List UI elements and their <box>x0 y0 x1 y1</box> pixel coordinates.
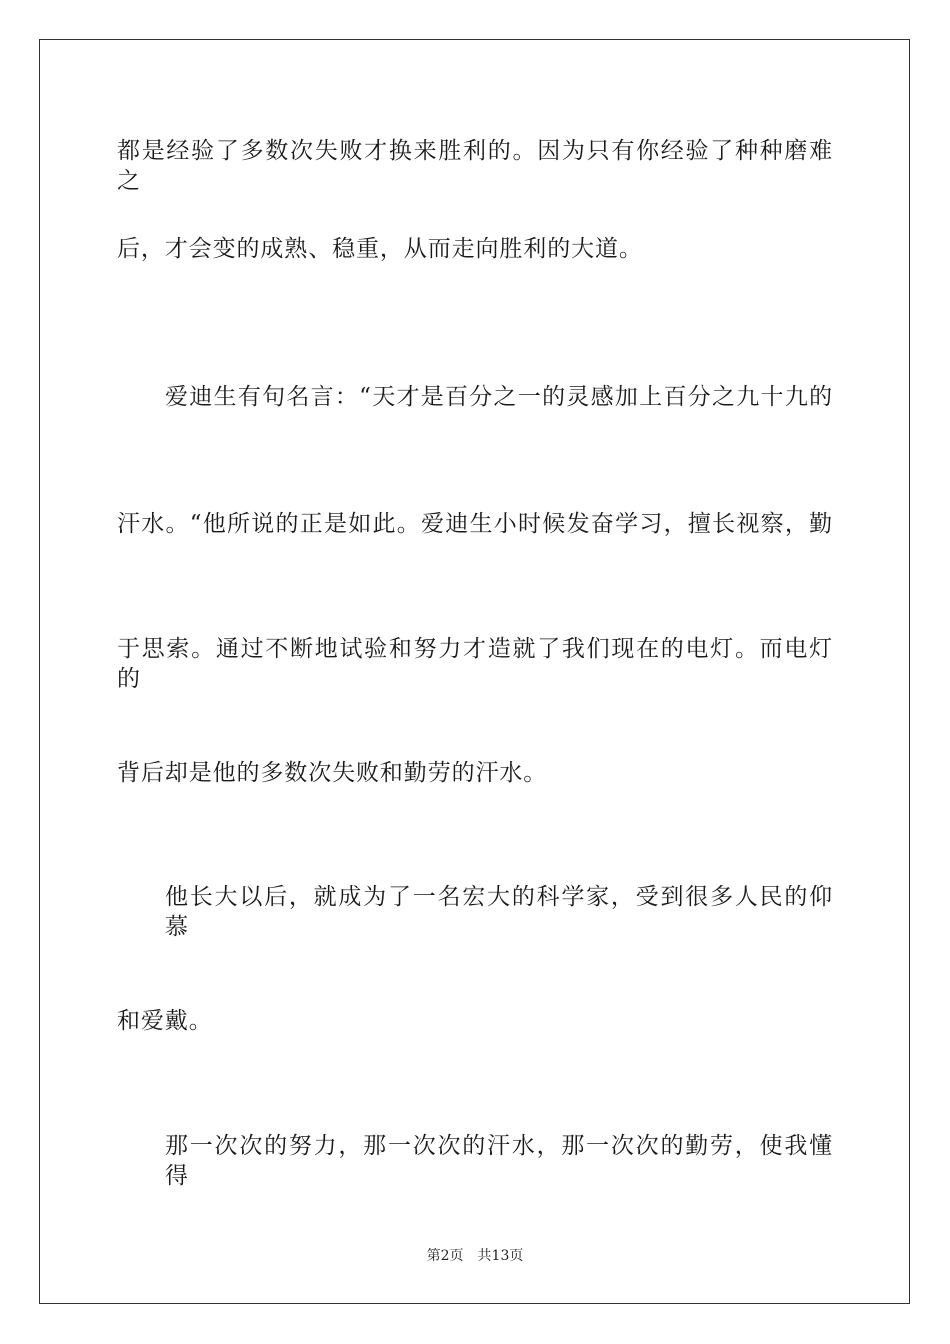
text-line-4: 汗水。“他所说的正是如此。爱迪生小时候发奋学习，擅长视察，勤 <box>117 511 833 537</box>
text-line-1: 都是经验了多数次失败才换来胜利的。因为只有你经验了种种磨难之 <box>117 138 833 194</box>
text-line-2: 后，才会变的成熟、稳重，从而走向胜利的大道。 <box>117 236 643 262</box>
text-line-3: 爱迪生有句名言：“天才是百分之一的灵感加上百分之九十九的 <box>165 384 833 410</box>
page-footer <box>0 1247 950 1265</box>
page-number: 第2页 <box>426 1248 464 1264</box>
page-total: 共13页 <box>477 1248 524 1264</box>
text-line-8: 和爱戴。 <box>117 1008 213 1034</box>
text-line-6: 背后却是他的多数次失败和勤劳的汗水。 <box>117 760 548 786</box>
text-line-7: 他长大以后，就成为了一名宏大的科学家，受到很多人民的仰慕 <box>165 884 833 940</box>
text-line-5: 于思索。通过不断地试验和努力才造就了我们现在的电灯。而电灯的 <box>117 636 833 692</box>
text-line-9: 那一次次的努力，那一次次的汗水，那一次次的勤劳，使我懂得 <box>165 1133 833 1189</box>
